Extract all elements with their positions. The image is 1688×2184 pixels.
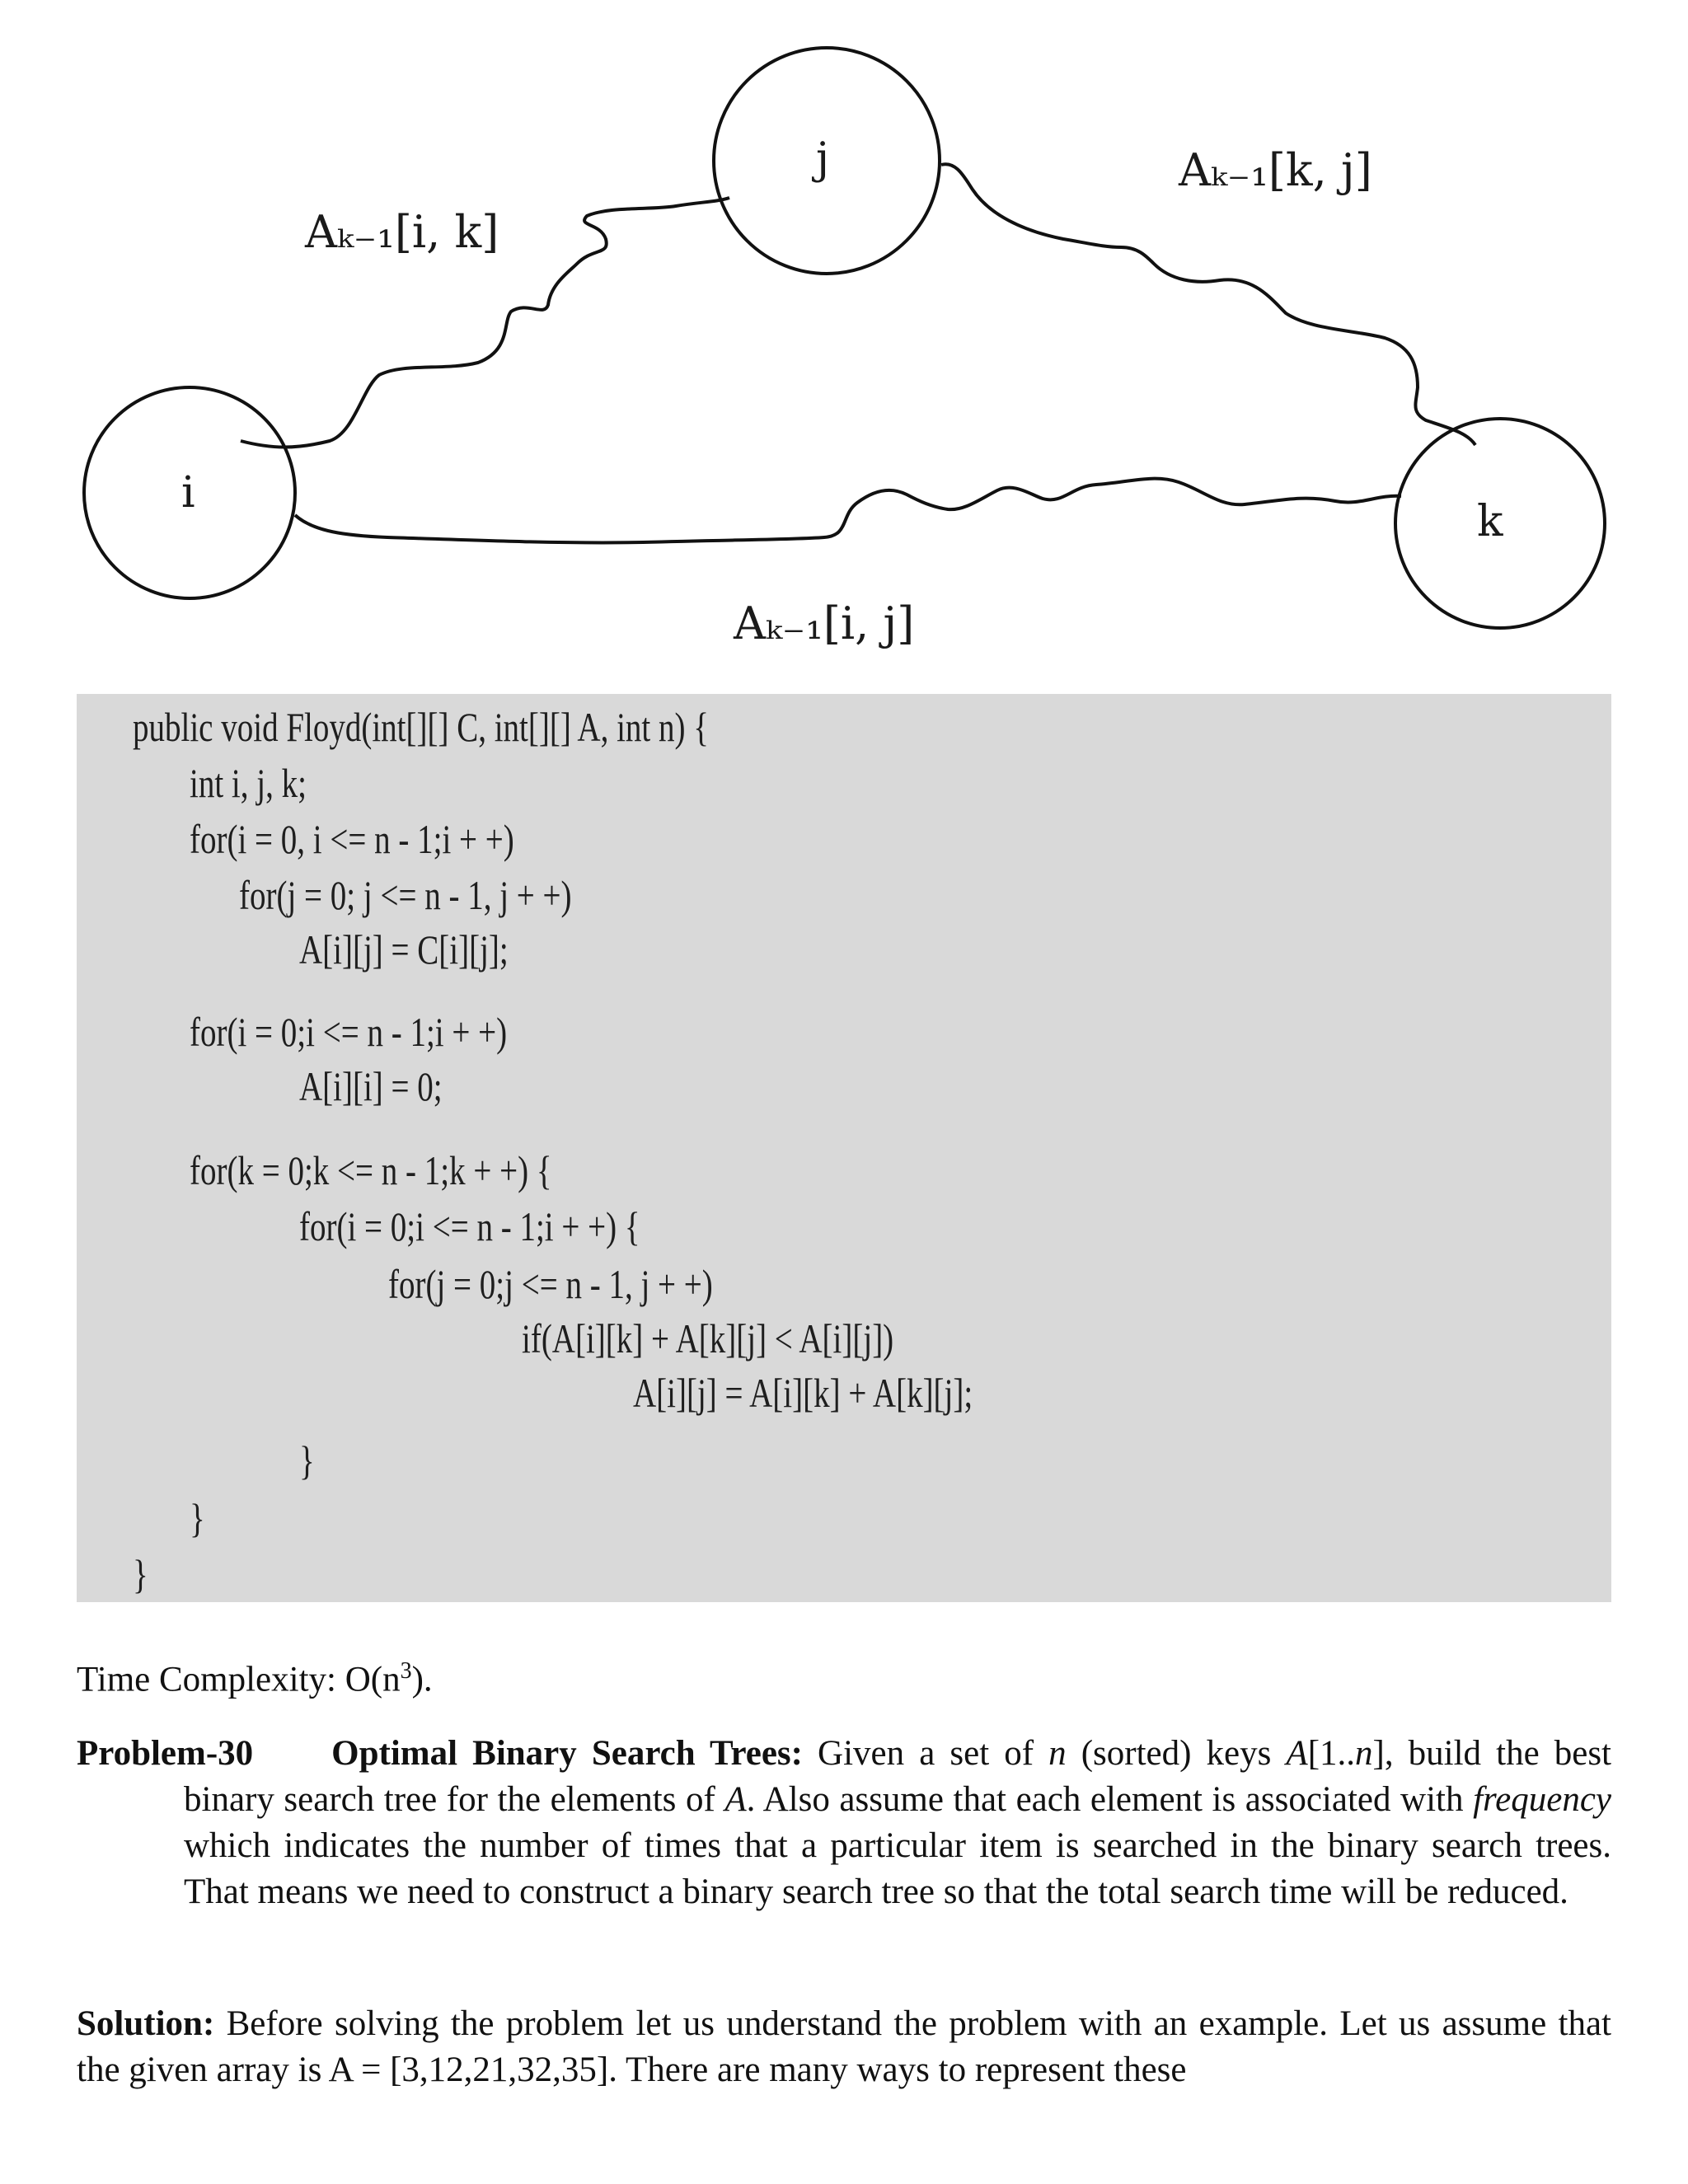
node-k-label: k (1477, 497, 1503, 546)
problem-var-n: n (1048, 1734, 1067, 1773)
code-line: for(i = 0, i <= n - 1;i + +) (190, 816, 514, 862)
solution (77, 2001, 1611, 2093)
node-i-label: i (181, 468, 195, 518)
code-line: for(i = 0;i <= n - 1;i + +) (190, 1009, 508, 1055)
problem-text-part: ], build the best binary search tree for the elements of (184, 1734, 1612, 1819)
problem-var-a: A (1286, 1734, 1308, 1773)
code-line: for(i = 0;i <= n - 1;i + +) { (299, 1203, 640, 1249)
code-line: A[i][i] = 0; (299, 1063, 443, 1109)
code-line: for(k = 0;k <= n - 1;k + +) { (190, 1147, 552, 1193)
code-line: } (133, 1551, 148, 1597)
problem-text-part: (sorted) keys (1066, 1734, 1287, 1773)
problem-30 (77, 1731, 1611, 1915)
code-line: A[i][j] = C[i][j]; (299, 926, 509, 972)
solution-text: Before solving the problem let us understand the problem with an example. Let us assume that the given array is A = [3,12,21,32,35]. There are many ways to represent these (77, 2004, 1611, 2089)
code-line: if(A[i][k] + A[k][j] < A[i][j]) (522, 1315, 894, 1361)
problem-var-n: n (1355, 1734, 1373, 1773)
code-line: } (190, 1495, 205, 1541)
edge-label-ik: Aₖ₋₁[i, k] (305, 206, 499, 258)
problem-frequency-term: frequency (1473, 1780, 1611, 1819)
floyd-triangle-diagram (0, 0, 1688, 676)
time-complexity-exponent: 3 (400, 1658, 412, 1684)
problem-title: Optimal Binary Search Trees: (331, 1734, 803, 1773)
problem-text-part: . Also assume that each element is associated with (746, 1780, 1474, 1819)
problem-label: Problem-30 (77, 1734, 254, 1773)
problem-var-a: A (724, 1780, 747, 1819)
edge-j-k-path (941, 164, 1475, 445)
problem-text-part: which indicates the number of times that a particular item is searched in the binary search trees. That means we need to construct a binary search tree so that the total search time will be reduced. (184, 1826, 1611, 1911)
code-line: } (299, 1437, 315, 1483)
time-complexity-suffix: ). (411, 1660, 433, 1699)
code-block (77, 694, 1611, 1602)
time-complexity (77, 1648, 1611, 1703)
code-line: public void Floyd(int[][] C, int[][] A, int n) { (133, 704, 709, 750)
time-complexity-prefix: Time Complexity: O(n (77, 1660, 401, 1699)
code-line: A[i][j] = A[i][k] + A[k][j]; (633, 1370, 973, 1416)
problem-text-part: Given a set of (802, 1734, 1049, 1773)
code-line: for(j = 0;j <= n - 1, j + +) (388, 1261, 713, 1307)
edge-label-kj: Aₖ₋₁[k, j] (1179, 144, 1372, 196)
code-line: for(j = 0; j <= n - 1, j + +) (239, 872, 572, 918)
edge-i-k-path (295, 479, 1401, 543)
edge-label-ij: Aₖ₋₁[i, j] (734, 598, 915, 649)
solution-label: Solution: (77, 2004, 215, 2043)
problem-text-part: [1.. (1307, 1734, 1356, 1773)
code-line: int i, j, k; (190, 760, 307, 806)
node-j-label: j (816, 134, 830, 184)
